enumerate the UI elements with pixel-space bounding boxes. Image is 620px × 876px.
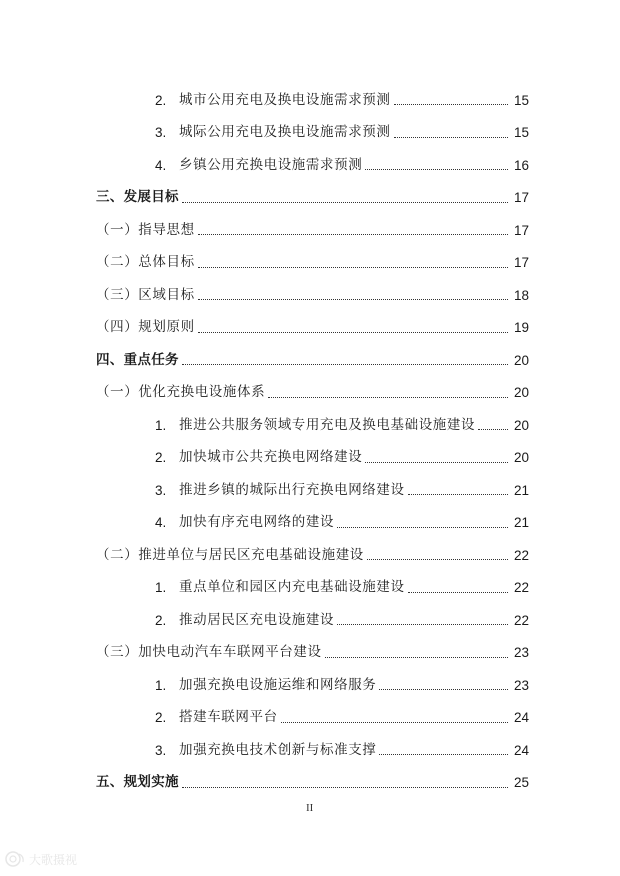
toc-entry-page: 17 bbox=[513, 190, 529, 205]
toc-entry-label: 推进公共服务领域专用充电及换电基础设施建设 bbox=[179, 416, 476, 433]
toc-entry-page: 23 bbox=[513, 677, 529, 693]
page-number: II bbox=[306, 802, 314, 814]
toc-entry[interactable] bbox=[155, 465, 529, 497]
toc-leader-dots bbox=[367, 559, 508, 560]
toc-entry[interactable] bbox=[96, 205, 529, 237]
toc-entry[interactable] bbox=[96, 530, 529, 562]
toc-entry-label: 城市公用充电及换电设施需求预测 bbox=[179, 91, 391, 108]
toc-entry[interactable] bbox=[155, 140, 529, 172]
toc-entry-label: （四）规划原则 bbox=[96, 319, 195, 335]
toc-entry-page: 25 bbox=[513, 775, 529, 790]
toc-entry[interactable] bbox=[155, 563, 529, 595]
toc-entry-page: 22 bbox=[513, 580, 529, 595]
toc-entry-page: 21 bbox=[513, 482, 529, 498]
toc-entry-label: 推动居民区充电设施建设 bbox=[179, 611, 335, 628]
toc-leader-dots bbox=[281, 722, 508, 723]
toc-entry-page: 15 bbox=[513, 92, 529, 108]
toc-entry-label: （二）推进单位与居民区充电基础设施建设 bbox=[96, 546, 364, 563]
toc-leader-dots bbox=[365, 462, 508, 463]
toc-leader-dots bbox=[268, 397, 508, 398]
toc-entry-page: 20 bbox=[513, 352, 529, 368]
toc-entry[interactable] bbox=[155, 433, 529, 465]
toc-entry-number: 2. bbox=[155, 450, 167, 465]
toc-entry-page: 17 bbox=[513, 222, 529, 238]
toc-entry[interactable] bbox=[96, 628, 529, 660]
toc-entry[interactable] bbox=[155, 725, 529, 757]
toc-entry-page: 21 bbox=[513, 515, 529, 530]
toc-leader-dots bbox=[394, 104, 509, 105]
toc-entry[interactable] bbox=[96, 335, 529, 367]
toc-entry[interactable] bbox=[155, 108, 529, 140]
watermark-text: 大歌摄视 bbox=[29, 852, 78, 867]
toc-entry-label: （三）区域目标 bbox=[96, 286, 195, 303]
toc-entry-page: 24 bbox=[513, 710, 529, 725]
toc-entry-label: 加快有序充电网络的建设 bbox=[179, 514, 335, 530]
toc-entry[interactable] bbox=[155, 693, 529, 725]
toc-entry-page: 16 bbox=[513, 157, 529, 173]
toc-leader-dots bbox=[182, 202, 508, 203]
camera-lens-icon bbox=[4, 850, 26, 868]
toc-leader-dots bbox=[198, 332, 508, 333]
toc-entry[interactable] bbox=[96, 238, 529, 270]
toc-entry-number: 1. bbox=[155, 580, 167, 595]
toc-entry-label: 四、重点任务 bbox=[96, 351, 179, 368]
toc-leader-dots bbox=[198, 299, 508, 300]
toc-entry-label: 城际公用充电及换电设施需求预测 bbox=[179, 124, 391, 140]
toc-entry[interactable] bbox=[155, 75, 529, 107]
toc-entry-label: （三）加快电动汽车车联网平台建设 bbox=[96, 644, 322, 660]
toc-entry[interactable] bbox=[155, 660, 529, 692]
toc-entry-page: 17 bbox=[513, 255, 529, 270]
toc-leader-dots bbox=[379, 754, 508, 755]
toc-leader-dots bbox=[337, 527, 508, 528]
toc-leader-dots bbox=[379, 689, 508, 690]
toc-entry-number: 3. bbox=[155, 742, 167, 758]
watermark bbox=[4, 850, 77, 868]
toc-entry-label: 推进乡镇的城际出行充换电网络建设 bbox=[179, 481, 405, 498]
toc-entry-number: 4. bbox=[155, 157, 167, 173]
toc-leader-dots bbox=[198, 267, 508, 268]
toc-entry-page: 20 bbox=[513, 450, 529, 465]
toc-entry-number: 3. bbox=[155, 125, 167, 140]
toc-entry[interactable] bbox=[155, 595, 529, 627]
toc-leader-dots bbox=[182, 787, 508, 788]
toc-entry-label: （一）优化充换电设施体系 bbox=[96, 384, 266, 400]
toc-entry-page: 23 bbox=[513, 645, 529, 660]
toc-entry-label: 加强充换电设施运维和网络服务 bbox=[179, 676, 377, 693]
toc-entry-label: （一）指导思想 bbox=[96, 221, 195, 238]
toc-entry-page: 22 bbox=[513, 612, 529, 628]
toc-entry-page: 15 bbox=[513, 125, 529, 140]
toc-entry-number: 2. bbox=[155, 612, 167, 628]
toc-entry-label: 五、规划实施 bbox=[96, 774, 179, 790]
toc-entry-page: 19 bbox=[513, 320, 529, 335]
toc-entry-label: 三、发展目标 bbox=[96, 189, 179, 205]
toc-entry-page: 20 bbox=[513, 417, 529, 433]
toc-leader-dots bbox=[478, 429, 508, 430]
toc-entry-page: 18 bbox=[513, 287, 529, 303]
toc-entry[interactable] bbox=[96, 173, 529, 205]
toc-leader-dots bbox=[394, 137, 509, 138]
toc-entry-number: 1. bbox=[155, 677, 167, 693]
toc-entry[interactable] bbox=[96, 303, 529, 335]
toc-entry-label: 重点单位和园区内充电基础设施建设 bbox=[179, 579, 405, 595]
toc-entry[interactable] bbox=[96, 758, 529, 790]
toc-entry-number: 2. bbox=[155, 92, 167, 108]
toc-leader-dots bbox=[337, 624, 508, 625]
toc-leader-dots bbox=[198, 234, 508, 235]
toc-entry-label: 加强充换电技术创新与标准支撑 bbox=[179, 741, 377, 758]
toc-entry[interactable] bbox=[96, 270, 529, 302]
toc-entry-number: 4. bbox=[155, 515, 167, 530]
toc-entry-number: 1. bbox=[155, 417, 167, 433]
toc-leader-dots bbox=[182, 364, 508, 365]
toc-leader-dots bbox=[408, 592, 508, 593]
toc-entry-label: 加快城市公共充换电网络建设 bbox=[179, 449, 363, 465]
toc-entry-label: （二）总体目标 bbox=[96, 254, 195, 270]
toc-entry[interactable] bbox=[155, 498, 529, 530]
toc-leader-dots bbox=[325, 657, 508, 658]
toc-entry-label: 乡镇公用充换电设施需求预测 bbox=[179, 156, 363, 173]
toc-leader-dots bbox=[365, 169, 508, 170]
toc-entry-number: 2. bbox=[155, 710, 167, 725]
toc-entry-number: 3. bbox=[155, 482, 167, 498]
toc-entry-page: 24 bbox=[513, 742, 529, 758]
toc-entry[interactable] bbox=[155, 400, 529, 432]
toc-entry-label: 搭建车联网平台 bbox=[179, 709, 278, 725]
toc-entry[interactable] bbox=[96, 368, 529, 400]
toc-leader-dots bbox=[408, 494, 508, 495]
toc-entry-page: 20 bbox=[513, 385, 529, 400]
toc-entry-page: 22 bbox=[513, 547, 529, 563]
